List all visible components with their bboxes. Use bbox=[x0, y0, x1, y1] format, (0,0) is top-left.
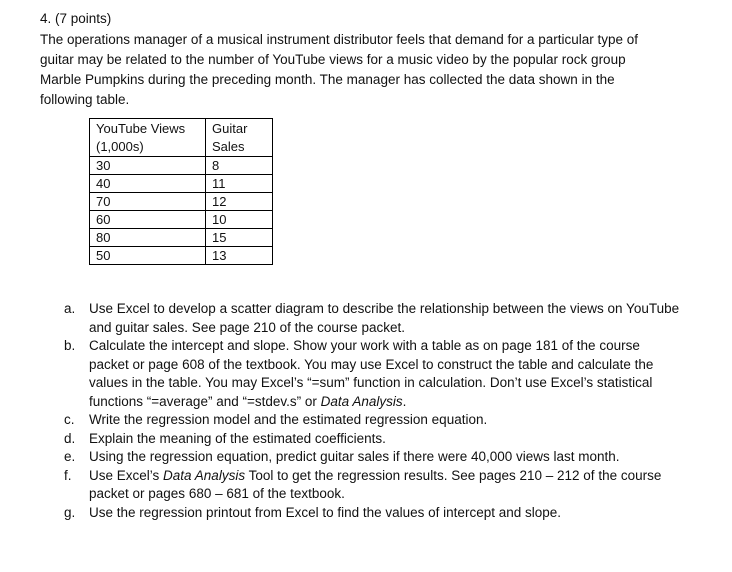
cell-views: 80 bbox=[90, 229, 206, 247]
task-text: Use Excel’s bbox=[89, 467, 164, 483]
task-item-b bbox=[64, 337, 676, 411]
cell-sales: 13 bbox=[206, 247, 273, 265]
task-text: values in the table. You may Excel’s “=sum” function in calculation. Don’t use Excel’s statistical bbox=[89, 375, 653, 390]
question-heading: 4. (7 points) bbox=[40, 11, 112, 26]
task-emphasis: Data Analysis bbox=[163, 467, 246, 483]
task-item-g bbox=[64, 504, 676, 523]
task-text: Use the regression printout from Excel to find the values of intercept and slope. bbox=[89, 504, 562, 520]
task-text: functions “=average” and “=stdev.s” or bbox=[89, 393, 321, 409]
header-views-line2: (1,000s) bbox=[96, 139, 144, 154]
cell-sales: 10 bbox=[206, 211, 273, 229]
header-views bbox=[90, 119, 206, 157]
task-marker: g. bbox=[64, 504, 76, 520]
task-item-d bbox=[64, 430, 676, 449]
cell-views: 70 bbox=[90, 193, 206, 211]
intro-line: The operations manager of a musical instrument distributor feels that demand for a particular type of bbox=[40, 32, 639, 47]
task-marker: d. bbox=[64, 430, 76, 446]
table-header-row bbox=[90, 119, 273, 157]
task-text: Write the regression model and the estimated regression equation. bbox=[89, 412, 488, 427]
table-row bbox=[90, 157, 273, 175]
task-item-f bbox=[64, 467, 676, 504]
cell-views: 40 bbox=[90, 175, 206, 193]
task-text: packet or pages 680 – 681 of the textbook. bbox=[89, 486, 345, 501]
question-intro bbox=[40, 30, 680, 110]
intro-line: following table. bbox=[40, 92, 130, 107]
table-row bbox=[90, 175, 273, 193]
cell-sales: 12 bbox=[206, 193, 273, 211]
task-marker: b. bbox=[64, 338, 76, 353]
task-item-e bbox=[64, 448, 676, 467]
task-list bbox=[64, 300, 680, 522]
task-marker: c. bbox=[64, 412, 75, 427]
task-text: Tool to get the regression results. See pages 210 – 212 of the course bbox=[245, 467, 662, 483]
table-row bbox=[90, 247, 273, 265]
data-table bbox=[89, 118, 273, 265]
cell-sales: 8 bbox=[206, 157, 273, 175]
cell-sales: 11 bbox=[206, 175, 273, 193]
cell-sales: 15 bbox=[206, 229, 273, 247]
task-text: and guitar sales. See page 210 of the course packet. bbox=[89, 319, 405, 335]
task-text: packet or page 608 of the textbook. You may use Excel to construct the table and calculate the bbox=[89, 356, 654, 372]
cell-views: 50 bbox=[90, 247, 206, 265]
table-row bbox=[90, 211, 273, 229]
intro-line: Marble Pumpkins during the preceding month. The manager has collected the data shown in the bbox=[40, 72, 615, 87]
task-text: Calculate the intercept and slope. Show your work with a table as on page 181 of the course bbox=[89, 338, 640, 353]
task-item-a bbox=[64, 300, 680, 337]
cell-views: 60 bbox=[90, 211, 206, 229]
task-text: Explain the meaning of the estimated coefficients. bbox=[89, 430, 386, 446]
cell-views: 30 bbox=[90, 157, 206, 175]
table-row bbox=[90, 193, 273, 211]
task-marker: a. bbox=[64, 301, 76, 316]
task-text: . bbox=[402, 393, 407, 409]
intro-line: guitar may be related to the number of YouTube views for a music video by the popular rock group bbox=[40, 52, 626, 67]
table-row bbox=[90, 229, 273, 247]
task-emphasis: Data Analysis bbox=[320, 393, 403, 409]
task-item-c bbox=[64, 411, 676, 430]
task-text: Use Excel to develop a scatter diagram to describe the relationship between the views on YouTube bbox=[89, 301, 680, 316]
header-sales-line1: Guitar bbox=[212, 121, 248, 136]
header-sales bbox=[206, 119, 273, 157]
task-text-line bbox=[89, 467, 676, 486]
task-marker: f. bbox=[64, 467, 72, 483]
task-text-line bbox=[89, 393, 676, 412]
task-text: Using the regression equation, predict guitar sales if there were 40,000 views last month. bbox=[89, 449, 620, 464]
header-sales-line2: Sales bbox=[212, 139, 245, 154]
task-marker: e. bbox=[64, 449, 76, 464]
header-views-line1: YouTube Views bbox=[96, 121, 186, 136]
